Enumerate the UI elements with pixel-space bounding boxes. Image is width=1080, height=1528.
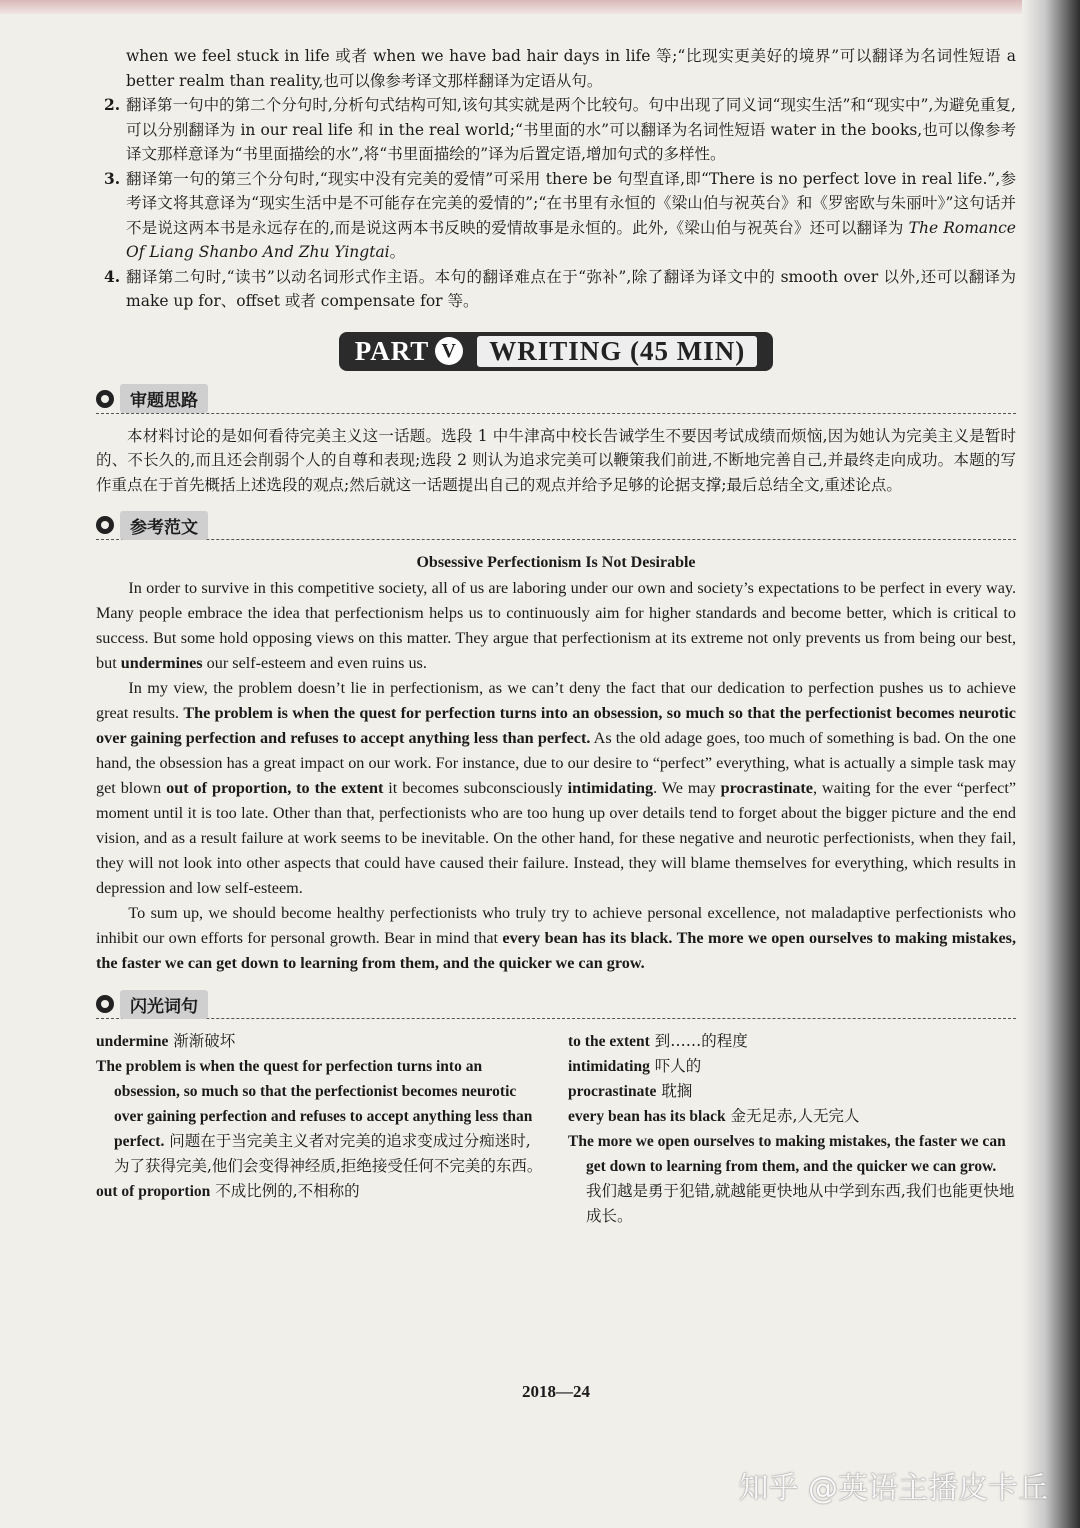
vocabulary-column-left	[96, 1029, 544, 1229]
vocab-gloss: 不成比例的,不相称的	[210, 1182, 360, 1200]
part-label: PART	[354, 335, 430, 366]
essay-paragraph	[96, 901, 1016, 976]
vocab-term: out of proportion	[96, 1183, 211, 1200]
essay-title: Obsessive Perfectionism Is Not Desirable	[416, 554, 696, 571]
vocab-term: procrastinate	[568, 1083, 657, 1100]
section-heading-sample-essay	[96, 511, 1016, 540]
page-number: 2018—24	[522, 1382, 590, 1401]
essay-text: , waiting for the ever “perfect” moment until it is too late. Other than that, perfectionists who are too hung up over details tend to forget about the bigger picture and the end vision, and as a result failure at work seems to be inevitable. On the other hand, for these negative and neurotic perfectionists, when they fail, they will not look into other aspects that could have caused their failure. Instead, they will blame themselves for everything, which results in depression and low self-esteem.	[96, 779, 1016, 897]
vocab-term: intimidating	[568, 1058, 650, 1075]
vocab-term: The problem is when the quest for perfection turns into an obsession, so much so that the perfectionist becomes neurotic over gaining perfection and refuses to accept anything less than perfect.	[96, 1058, 533, 1150]
vocab-gloss: 我们越是勇于犯错,就越能更快地从中学到东西,我们也能更快地成长。	[586, 1182, 1015, 1225]
section-heading-analysis	[96, 385, 1016, 414]
vocab-item	[96, 1029, 544, 1054]
essay-text: As the old adage goes, too much of something is bad. On the one hand, the obsession has a great impact on our work. For instance, due to our desire to “perfect” everything, what is actually a simple task may get blown	[96, 729, 1016, 797]
part-title: WRITING (45 MIN)	[477, 336, 757, 367]
essay-highlight: procrastinate	[720, 779, 813, 797]
note-item	[96, 93, 1016, 167]
note-text: 翻译第一句中的第二个分句时,分析句式结构可知,该句其实就是两个比较句。句中出现了同义词“现实生活”和“现实中”,为避免重复,可以分别翻译为 in our real life 和 in the real world;“书里面的水”可以翻译为名词性短语 water in the books,也可以像参考译文那样意译为“书里面描绘的水”,将“书里面描绘的”译为后置定语,增加句式的多样性。	[126, 96, 1016, 163]
vocab-item	[568, 1104, 1016, 1129]
essay-paragraph	[96, 576, 1016, 676]
essay-text: To sum up, we should become healthy perfectionists who truly try to achieve personal excellence, not maladaptive perfectionists who inhibit our own efforts for personal growth. Bear in mind that	[96, 904, 1016, 947]
section-heading-label: 参考范文	[120, 511, 208, 540]
analysis-paragraph: 本材料讨论的是如何看待完美主义这一话题。选段 1 中牛津高中校长告诫学生不要因考试成绩而烦恼,因为她认为完美主义是暂时的、不长久的,而且还会削弱个人的自尊和表现;选段 2 则认为追求完美可以鞭策我们前进,不断地完善自己,并最终走向成功。本题的写作重点在于首先概括上述选段的观点;然后就这一话题提出自己的观点并给予足够的论据支撑;最后总结全文,重述论点。	[96, 426, 1016, 494]
essay-highlight: out of proportion, to the extent	[166, 779, 384, 797]
vocab-term: every bean has its black	[568, 1108, 726, 1125]
note-number: 2.	[104, 95, 121, 114]
note-number: 3.	[104, 168, 121, 188]
part-roman-numeral: V	[435, 337, 463, 365]
vocab-item	[568, 1079, 1016, 1104]
section-bullet-icon	[96, 516, 114, 534]
essay-highlight: every bean has its black. The more we open ourselves to making mistakes, the faster we can get down to learning from them, and the quicker we can grow.	[96, 929, 1016, 972]
scan-top-edge	[0, 0, 1080, 14]
note-item	[96, 167, 1016, 265]
vocab-gloss: 吓人的	[649, 1057, 702, 1075]
translation-notes	[96, 93, 1016, 314]
vocab-item	[96, 1179, 544, 1204]
vocab-gloss: 问题在于当完美主义者对完美的追求变成过分痴迷时,为了获得完美,他们会变得神经质,拒绝接受任何不完美的东西。	[114, 1132, 543, 1175]
vocab-gloss: 到……的程度	[649, 1032, 748, 1050]
essay-paragraph	[96, 676, 1016, 901]
essay-highlight: The problem is when the quest for perfection turns into an obsession, so much so that the perfectionist becomes neurotic over gaining perfection and refuses to accept anything less than perfect.	[96, 704, 1016, 747]
vocab-gloss: 耽搁	[656, 1082, 693, 1100]
section-heading-label: 闪光词句	[120, 990, 208, 1019]
essay-text: it becomes subconsciously	[383, 779, 568, 797]
intro-continuation: when we feel stuck in life 或者 when we have bad hair days in life 等;“比现实更美好的境界”可以翻译为名词性短语 a better realm than reality,也可以像参考译文那样翻译为定语从句。	[126, 47, 1016, 90]
part-banner-box	[341, 334, 772, 369]
section-heading-highlights	[96, 990, 1016, 1019]
vocab-item	[568, 1054, 1016, 1079]
essay-text: our self-esteem and even ruins us.	[202, 654, 427, 672]
vocab-item	[96, 1054, 544, 1179]
note-item	[96, 265, 1016, 314]
vocab-item	[568, 1029, 1016, 1054]
section-heading-label: 审题思路	[120, 384, 208, 413]
note-italic-title: The Romance Of Liang Shanbo And Zhu Yingtai	[126, 218, 1016, 261]
note-number: 4.	[104, 266, 121, 286]
vocab-term: to the extent	[568, 1033, 650, 1050]
vocab-gloss: 金无足赤,人无完人	[725, 1107, 860, 1125]
section-bullet-icon	[96, 390, 114, 408]
vocabulary-list	[96, 1029, 1016, 1229]
note-text: 翻译第一句的第三个分句时,“现实中没有完美的爱情”可采用 there be 句型直译,即“There is no perfect love in real life.”,参考译文将其意译为“现实生活中是不可能存在完美的爱情的”;“在书里有永恒的《梁山伯与祝英台》和《罗密欧与朱丽叶》”这句话并不是说这两本书是永远存在的,而是说这两本书反映的爱情故事是永恒的。此外,《梁山伯与祝英台》还可以翻译为	[126, 169, 1016, 237]
vocab-term: undermine	[96, 1033, 169, 1050]
vocab-item	[568, 1129, 1016, 1229]
part-banner	[96, 334, 1016, 369]
vocab-term: The more we open ourselves to making mistakes, the faster we can get down to learning from them, and the quicker we can grow.	[568, 1133, 1006, 1175]
essay-text: In order to survive in this competitive society, all of us are laboring under our own and society’s expectations to be perfect in every way. Many people embrace the idea that perfectionism helps us to continuously aim for higher standards and become better, which is critical to success. But some hold opposing views on this matter. They argue that perfectionism at its extreme not only prevents us from being our best, but	[96, 579, 1016, 672]
note-tail: 。	[389, 243, 406, 261]
vocabulary-column-right	[568, 1029, 1016, 1229]
scan-right-edge	[1022, 0, 1080, 1528]
watermark: 知乎 @英语主播皮卡丘	[738, 1471, 1048, 1506]
essay-text: . We may	[653, 779, 721, 797]
note-text: 翻译第二句时,“读书”以动名词形式作主语。本句的翻译难点在于“弥补”,除了翻译为译文中的 smooth over 以外,还可以翻译为 make up for、offset 或者 compensate for 等。	[126, 267, 1016, 310]
essay-highlight: intimidating	[567, 779, 654, 797]
essay-highlight: undermines	[120, 654, 203, 672]
vocab-gloss: 渐渐破坏	[168, 1032, 236, 1050]
document-page	[96, 44, 1016, 1401]
essay-text: In my view, the problem doesn’t lie in perfectionism, as we can’t deny the fact that our dedication to perfection pushes us to achieve great results.	[96, 679, 1016, 722]
section-bullet-icon	[96, 995, 114, 1013]
